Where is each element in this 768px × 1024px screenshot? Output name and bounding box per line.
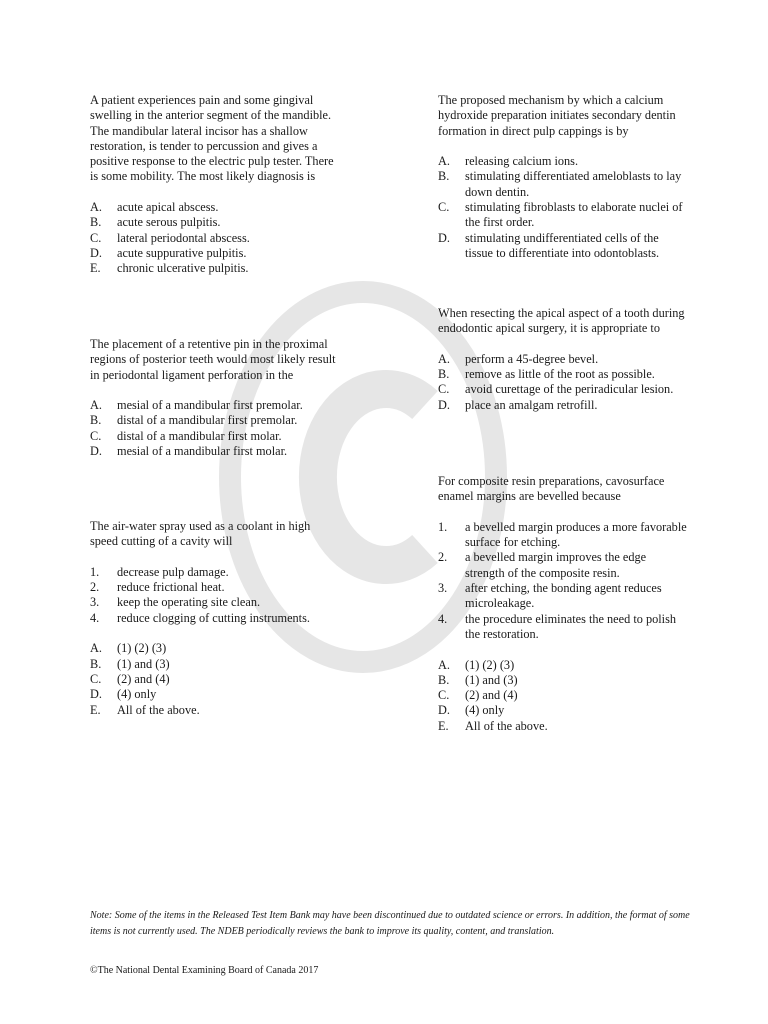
option-text: (2) and (4) xyxy=(117,671,170,686)
option-label: A. xyxy=(438,154,450,169)
question-stem: The air-water spray used as a coolant in high speed cutting of a cavity will xyxy=(90,519,311,549)
option-text: remove as little of the root as possible. xyxy=(465,367,655,382)
option-label: B. xyxy=(438,367,450,382)
answer-option xyxy=(90,215,340,230)
option-label: D. xyxy=(90,687,102,702)
statement-number: 4. xyxy=(438,611,448,626)
statement-number: 1. xyxy=(90,564,100,579)
option-label: B. xyxy=(90,656,102,671)
option-text: distal of a mandibular first molar. xyxy=(117,428,282,443)
statement-number: 1. xyxy=(438,519,448,534)
copyright-notice: ©The National Dental Examining Board of Canada 2017 xyxy=(90,965,319,976)
option-text: perform a 45-degree bevel. xyxy=(465,351,599,366)
statement-text: the procedure eliminates the need to polish the restoration. xyxy=(465,611,677,641)
statement-text: reduce frictional heat. xyxy=(117,580,225,595)
option-label: C. xyxy=(438,688,450,703)
option-text: (1) and (3) xyxy=(465,672,518,687)
answer-option xyxy=(438,658,688,673)
answer-option xyxy=(90,687,340,702)
numbered-statements xyxy=(90,565,340,626)
statement-item xyxy=(438,581,688,612)
question-stem: When resecting the apical aspect of a tooth during endodontic apical surgery, it is appropriate to xyxy=(438,306,685,336)
question-stem: The placement of a retentive pin in the proximal regions of posterior teeth would most likely result in periodontal ligament perforation in the xyxy=(90,337,336,382)
option-label: A. xyxy=(438,657,450,672)
statement-text: a bevelled margin produces a more favorable surface for etching. xyxy=(465,519,687,550)
answer-options xyxy=(90,200,340,276)
option-text: (4) only xyxy=(117,687,157,702)
option-text: acute apical abscess. xyxy=(117,200,219,215)
answer-option xyxy=(90,398,340,413)
option-text: mesial of a mandibular first molar. xyxy=(117,444,288,459)
statement-item xyxy=(90,595,340,610)
option-label: D. xyxy=(90,245,102,260)
question-1 xyxy=(90,93,340,277)
answer-options xyxy=(438,154,688,261)
statement-number: 3. xyxy=(90,595,100,610)
statement-text: decrease pulp damage. xyxy=(117,564,229,579)
answer-options xyxy=(438,352,688,413)
answer-options xyxy=(438,658,688,734)
question-4 xyxy=(438,93,688,261)
statement-text: keep the operating site clean. xyxy=(117,595,261,610)
statement-text: a bevelled margin improves the edge strength of the composite resin. xyxy=(465,550,647,580)
option-label: D. xyxy=(438,230,450,245)
answer-option xyxy=(438,703,688,718)
statement-number: 4. xyxy=(90,610,100,625)
answer-option xyxy=(438,352,688,367)
question-stem: The proposed mechanism by which a calcium hydroxide preparation initiates secondary dentin formation in direct pulp cappings is by xyxy=(438,93,676,138)
option-text: (1) (2) (3) xyxy=(117,641,167,656)
answer-option xyxy=(90,703,340,718)
question-6 xyxy=(438,474,688,734)
option-label: A. xyxy=(438,351,450,366)
option-label: A. xyxy=(90,200,102,215)
option-text: lateral periodontal abscess. xyxy=(117,230,250,245)
answer-option xyxy=(438,382,688,397)
answer-option xyxy=(438,719,688,734)
question-3 xyxy=(90,519,340,718)
answer-option xyxy=(438,367,688,382)
option-text: acute suppurative pulpitis. xyxy=(117,245,247,260)
answer-option xyxy=(438,688,688,703)
option-text: chronic ulcerative pulpitis. xyxy=(117,261,249,276)
statement-item xyxy=(438,550,688,581)
answer-option xyxy=(438,673,688,688)
option-label: D. xyxy=(438,397,450,412)
option-label: A. xyxy=(90,398,102,413)
answer-option xyxy=(90,657,340,672)
statement-item xyxy=(90,580,340,595)
option-text: (1) and (3) xyxy=(117,656,170,671)
answer-option xyxy=(90,200,340,215)
statement-text: reduce clogging of cutting instruments. xyxy=(117,610,310,625)
option-label: D. xyxy=(438,703,450,718)
statement-text: after etching, the bonding agent reduces microleakage. xyxy=(465,581,662,611)
option-text: (2) and (4) xyxy=(465,688,518,703)
statement-item xyxy=(90,565,340,580)
answer-option xyxy=(90,672,340,687)
answer-option xyxy=(438,154,688,169)
answer-option xyxy=(90,641,340,656)
statement-item xyxy=(90,611,340,626)
option-label: E. xyxy=(438,718,449,733)
option-text: stimulating fibroblasts to elaborate nuclei of the first order. xyxy=(465,200,683,230)
footer-note: Note: Some of the items in the Released Test Item Bank may have been discontinued due to outdated science or errors. In addition, the format of some items is not currently used. The NDEB periodically reviews the bank to improve its quality, content, and translation. xyxy=(90,910,690,937)
option-label: C. xyxy=(438,382,450,397)
option-text: stimulating undifferentiated cells of the tissue to differentiate into odontoblasts. xyxy=(465,230,660,260)
answer-option xyxy=(438,200,688,231)
answer-option xyxy=(90,429,340,444)
option-text: acute serous pulpitis. xyxy=(117,215,221,230)
answer-option xyxy=(90,231,340,246)
option-label: E. xyxy=(90,702,101,717)
answer-option xyxy=(438,169,688,200)
question-5 xyxy=(438,306,688,413)
option-label: A. xyxy=(90,641,102,656)
answer-option xyxy=(438,398,688,413)
answer-option xyxy=(438,231,688,262)
statement-item xyxy=(438,520,688,551)
option-label: B. xyxy=(438,672,450,687)
numbered-statements xyxy=(438,520,688,642)
answer-option xyxy=(90,444,340,459)
question-stem: A patient experiences pain and some gingival swelling in the anterior segment of the mandible. The mandibular lateral incisor has a shallow restoration, is tender to percussion and gives a positive response to the electric pulp tester. There is some mobility. The most likely diagnosis is xyxy=(90,93,334,184)
option-label: B. xyxy=(90,215,102,230)
option-label: E. xyxy=(90,261,101,276)
option-label: D. xyxy=(90,444,102,459)
statement-number: 2. xyxy=(90,580,100,595)
option-label: C. xyxy=(90,671,102,686)
option-text: (4) only xyxy=(465,703,505,718)
answer-options xyxy=(90,641,340,717)
option-label: B. xyxy=(90,413,102,428)
option-text: place an amalgam retrofill. xyxy=(465,397,598,412)
option-text: mesial of a mandibular first premolar. xyxy=(117,398,303,413)
option-text: avoid curettage of the periradicular lesion. xyxy=(465,382,674,397)
question-stem: For composite resin preparations, cavosurface enamel margins are bevelled because xyxy=(438,474,665,504)
option-label: C. xyxy=(90,230,102,245)
option-label: B. xyxy=(438,169,450,184)
option-text: releasing calcium ions. xyxy=(465,154,579,169)
answer-option xyxy=(90,261,340,276)
answer-option xyxy=(90,413,340,428)
option-text: All of the above. xyxy=(465,718,548,733)
statement-item xyxy=(438,612,688,643)
option-label: C. xyxy=(438,200,450,215)
option-text: distal of a mandibular first premolar. xyxy=(117,413,298,428)
option-text: stimulating differentiated ameloblasts to lay down dentin. xyxy=(465,169,682,199)
statement-number: 3. xyxy=(438,581,448,596)
question-2 xyxy=(90,337,340,459)
statement-number: 2. xyxy=(438,550,448,565)
answer-option xyxy=(90,246,340,261)
option-label: C. xyxy=(90,428,102,443)
option-text: (1) (2) (3) xyxy=(465,657,515,672)
option-text: All of the above. xyxy=(117,702,200,717)
answer-options xyxy=(90,398,340,459)
